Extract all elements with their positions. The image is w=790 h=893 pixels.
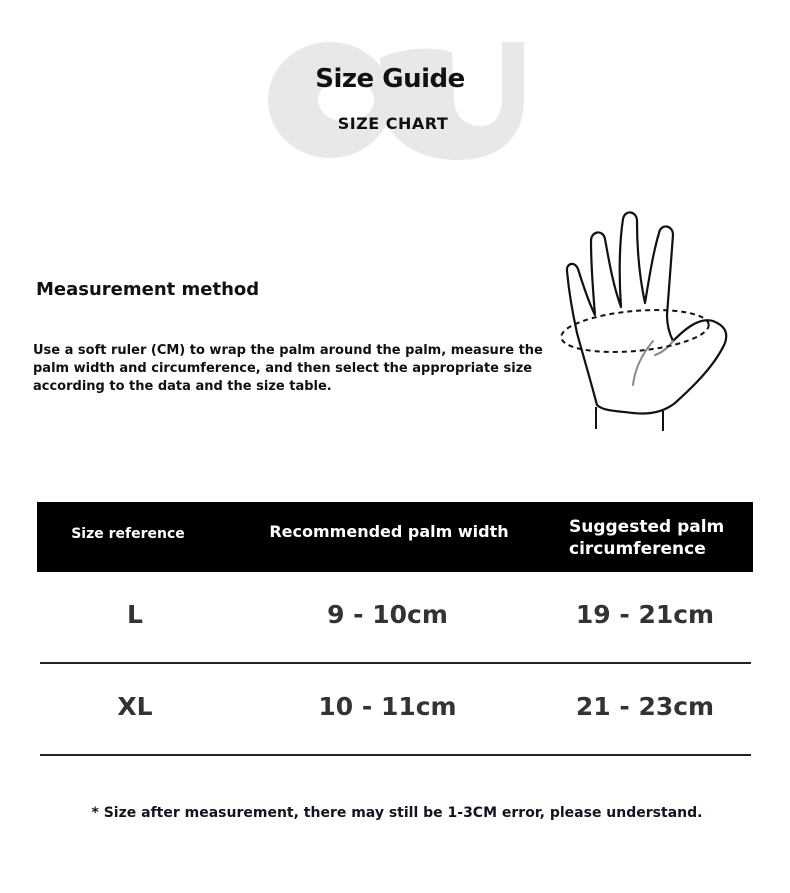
size-table bbox=[37, 502, 753, 756]
page-subtitle: SIZE CHART bbox=[337, 114, 449, 133]
measurement-description: Use a soft ruler (CM) to wrap the palm around the palm, measure the palm width and circumference, and then select the appropriate size according to the data and the size table. bbox=[33, 343, 543, 394]
table-row bbox=[40, 572, 751, 664]
size-cell: XL bbox=[117, 692, 153, 721]
palm-width-cell: 10 - 11cm bbox=[318, 692, 457, 721]
hand-measurement-icon bbox=[555, 205, 740, 437]
header bbox=[0, 0, 790, 170]
table-header bbox=[37, 502, 753, 572]
header-palm-circumference: Suggested palm circumference bbox=[569, 517, 725, 559]
brand-logo-watermark-icon bbox=[262, 38, 528, 162]
header-palm-width: Recommended palm width bbox=[269, 522, 509, 541]
palm-width-cell: 9 - 10cm bbox=[327, 600, 448, 629]
page-title: Size Guide bbox=[315, 64, 465, 94]
table-row bbox=[40, 664, 751, 756]
measurement-heading: Measurement method bbox=[36, 279, 260, 300]
size-cell: L bbox=[127, 600, 143, 629]
palm-circumference-cell: 21 - 23cm bbox=[575, 692, 715, 721]
footnote: * Size after measurement, there may still be 1-3CM error, please understand. bbox=[91, 805, 703, 821]
header-size-reference: Size reference bbox=[71, 526, 185, 542]
palm-circumference-cell: 19 - 21cm bbox=[575, 600, 715, 629]
